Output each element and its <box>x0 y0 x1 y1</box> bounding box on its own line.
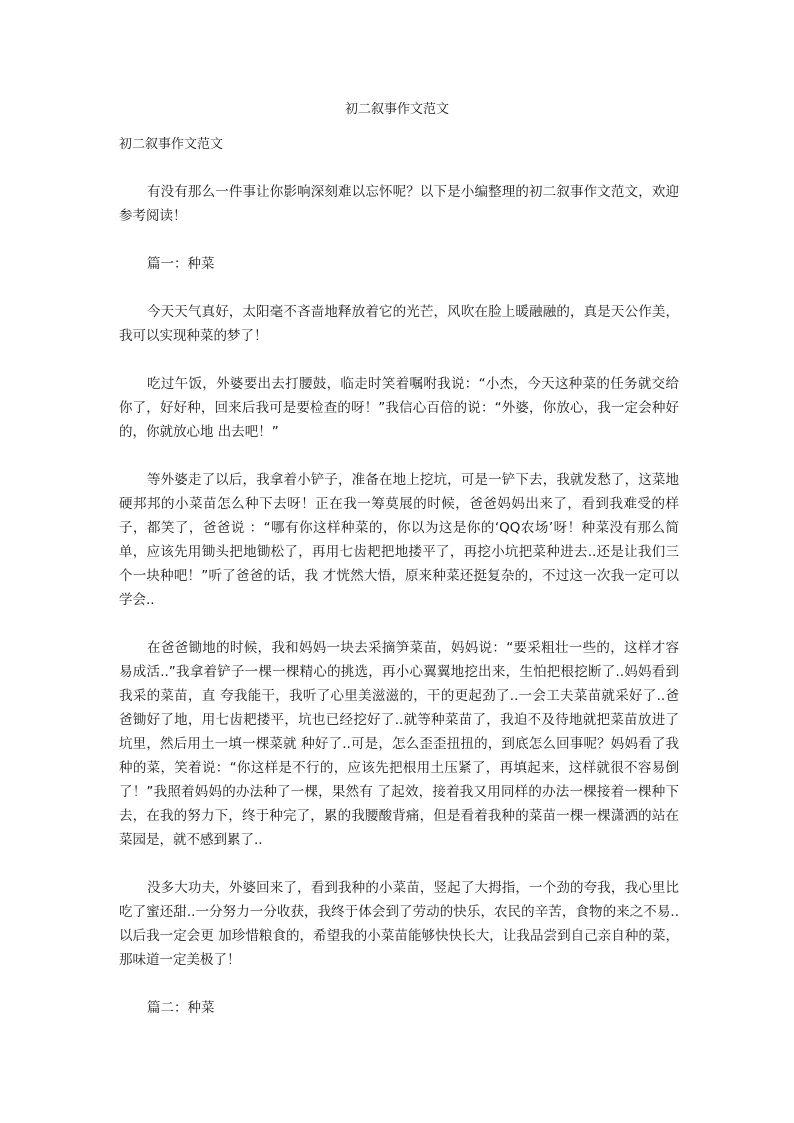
document-body <box>119 180 679 1044</box>
body-paragraph: 今天天气真好，太阳毫不吝啬地释放着它的光芒，风吹在脸上暖融融的，真是天公作美，我可以实现种菜的梦了！ <box>119 304 679 344</box>
section-heading: 篇二：种菜 <box>147 1000 215 1016</box>
document-title: 初二叙事作文范文 <box>344 102 449 117</box>
body-paragraph: 等外婆走了以后，我拿着小铲子，准备在地上挖坑，可是一铲下去，我就发愁了，这菜地硬邦邦的小菜苗怎么种下去呀！正在我一筹莫展的时候，爸爸妈妈出来了，看到我难受的样子，都笑了，爸爸说 ：“哪有你这样种菜的，你以为这是你的‘QQ农场’呀！种菜没有那么简单，应该先用锄头把地锄松了，再用七齿耙把地搂平了，再挖小坑把菜种进去..还是让我们三个一块种吧！”听了爸爸的话，我 才恍然大悟，原来种菜还挺复杂的，不过这一次我一定可以学会.. <box>119 472 679 608</box>
section-heading: 篇一：种菜 <box>147 256 215 272</box>
document-subtitle: 初二叙事作文范文 <box>119 137 224 152</box>
body-paragraph: 在爸爸锄地的时候，我和妈妈一块去采摘笋菜苗，妈妈说：“要采粗壮一些的，这样才容易成活..”我拿着铲子一棵一棵精心的挑选，再小心翼翼地挖出来，生怕把根挖断了..妈妈看到我采的菜苗，直 夸我能干，我听了心里美滋滋的，干的更起劲了..一会工夫菜苗就采好了..爸爸锄好了地，用七齿耙搂平，坑也已经挖好了..就等种菜苗了，我迫不及待地就把菜苗放进了坑里，然后用土一填一棵菜就 种好了..可是，怎么歪歪扭扭的，到底怎么回事呢？妈妈看了我种的菜，笑着说：“你这样是不行的，应该先把根用土压紧了，再填起来，这样就很不容易倒了！”我照着妈妈的办法种了一棵，果然有 了起效，接着我又用同样的办法一棵接着一棵种下去，在我的努力下，终于种完了，累的我腰酸背痛，但是看着我种的菜苗一棵一棵潇洒的站在菜园是，就不感到累了.. <box>119 640 679 848</box>
body-paragraph: 吃过午饭，外婆要出去打腰鼓，临走时笑着嘱咐我说：“小杰，今天这种菜的任务就交给你了，好好种，回来后我可是要检查的呀！”我信心百倍的说：“外婆，你放心，我一定会种好的，你就放心地 出去吧！” <box>119 376 679 440</box>
body-paragraph: 没多大功夫，外婆回来了，看到我种的小菜苗，竖起了大拇指，一个劲的夸我，我心里比吃了蜜还甜..一分努力一分收获，我终于体会到了劳动的快乐，农民的辛苦，食物的来之不易..以后我一定会更 加珍惜粮食的，希望我的小菜苗能够快快长大，让我品尝到自己亲自种的菜，那味道一定美极了！ <box>119 880 679 968</box>
intro-paragraph: 有没有那么一件事让你影响深刻难以忘怀呢？以下是小编整理的初二叙事作文范文，欢迎参考阅读！ <box>119 184 679 224</box>
